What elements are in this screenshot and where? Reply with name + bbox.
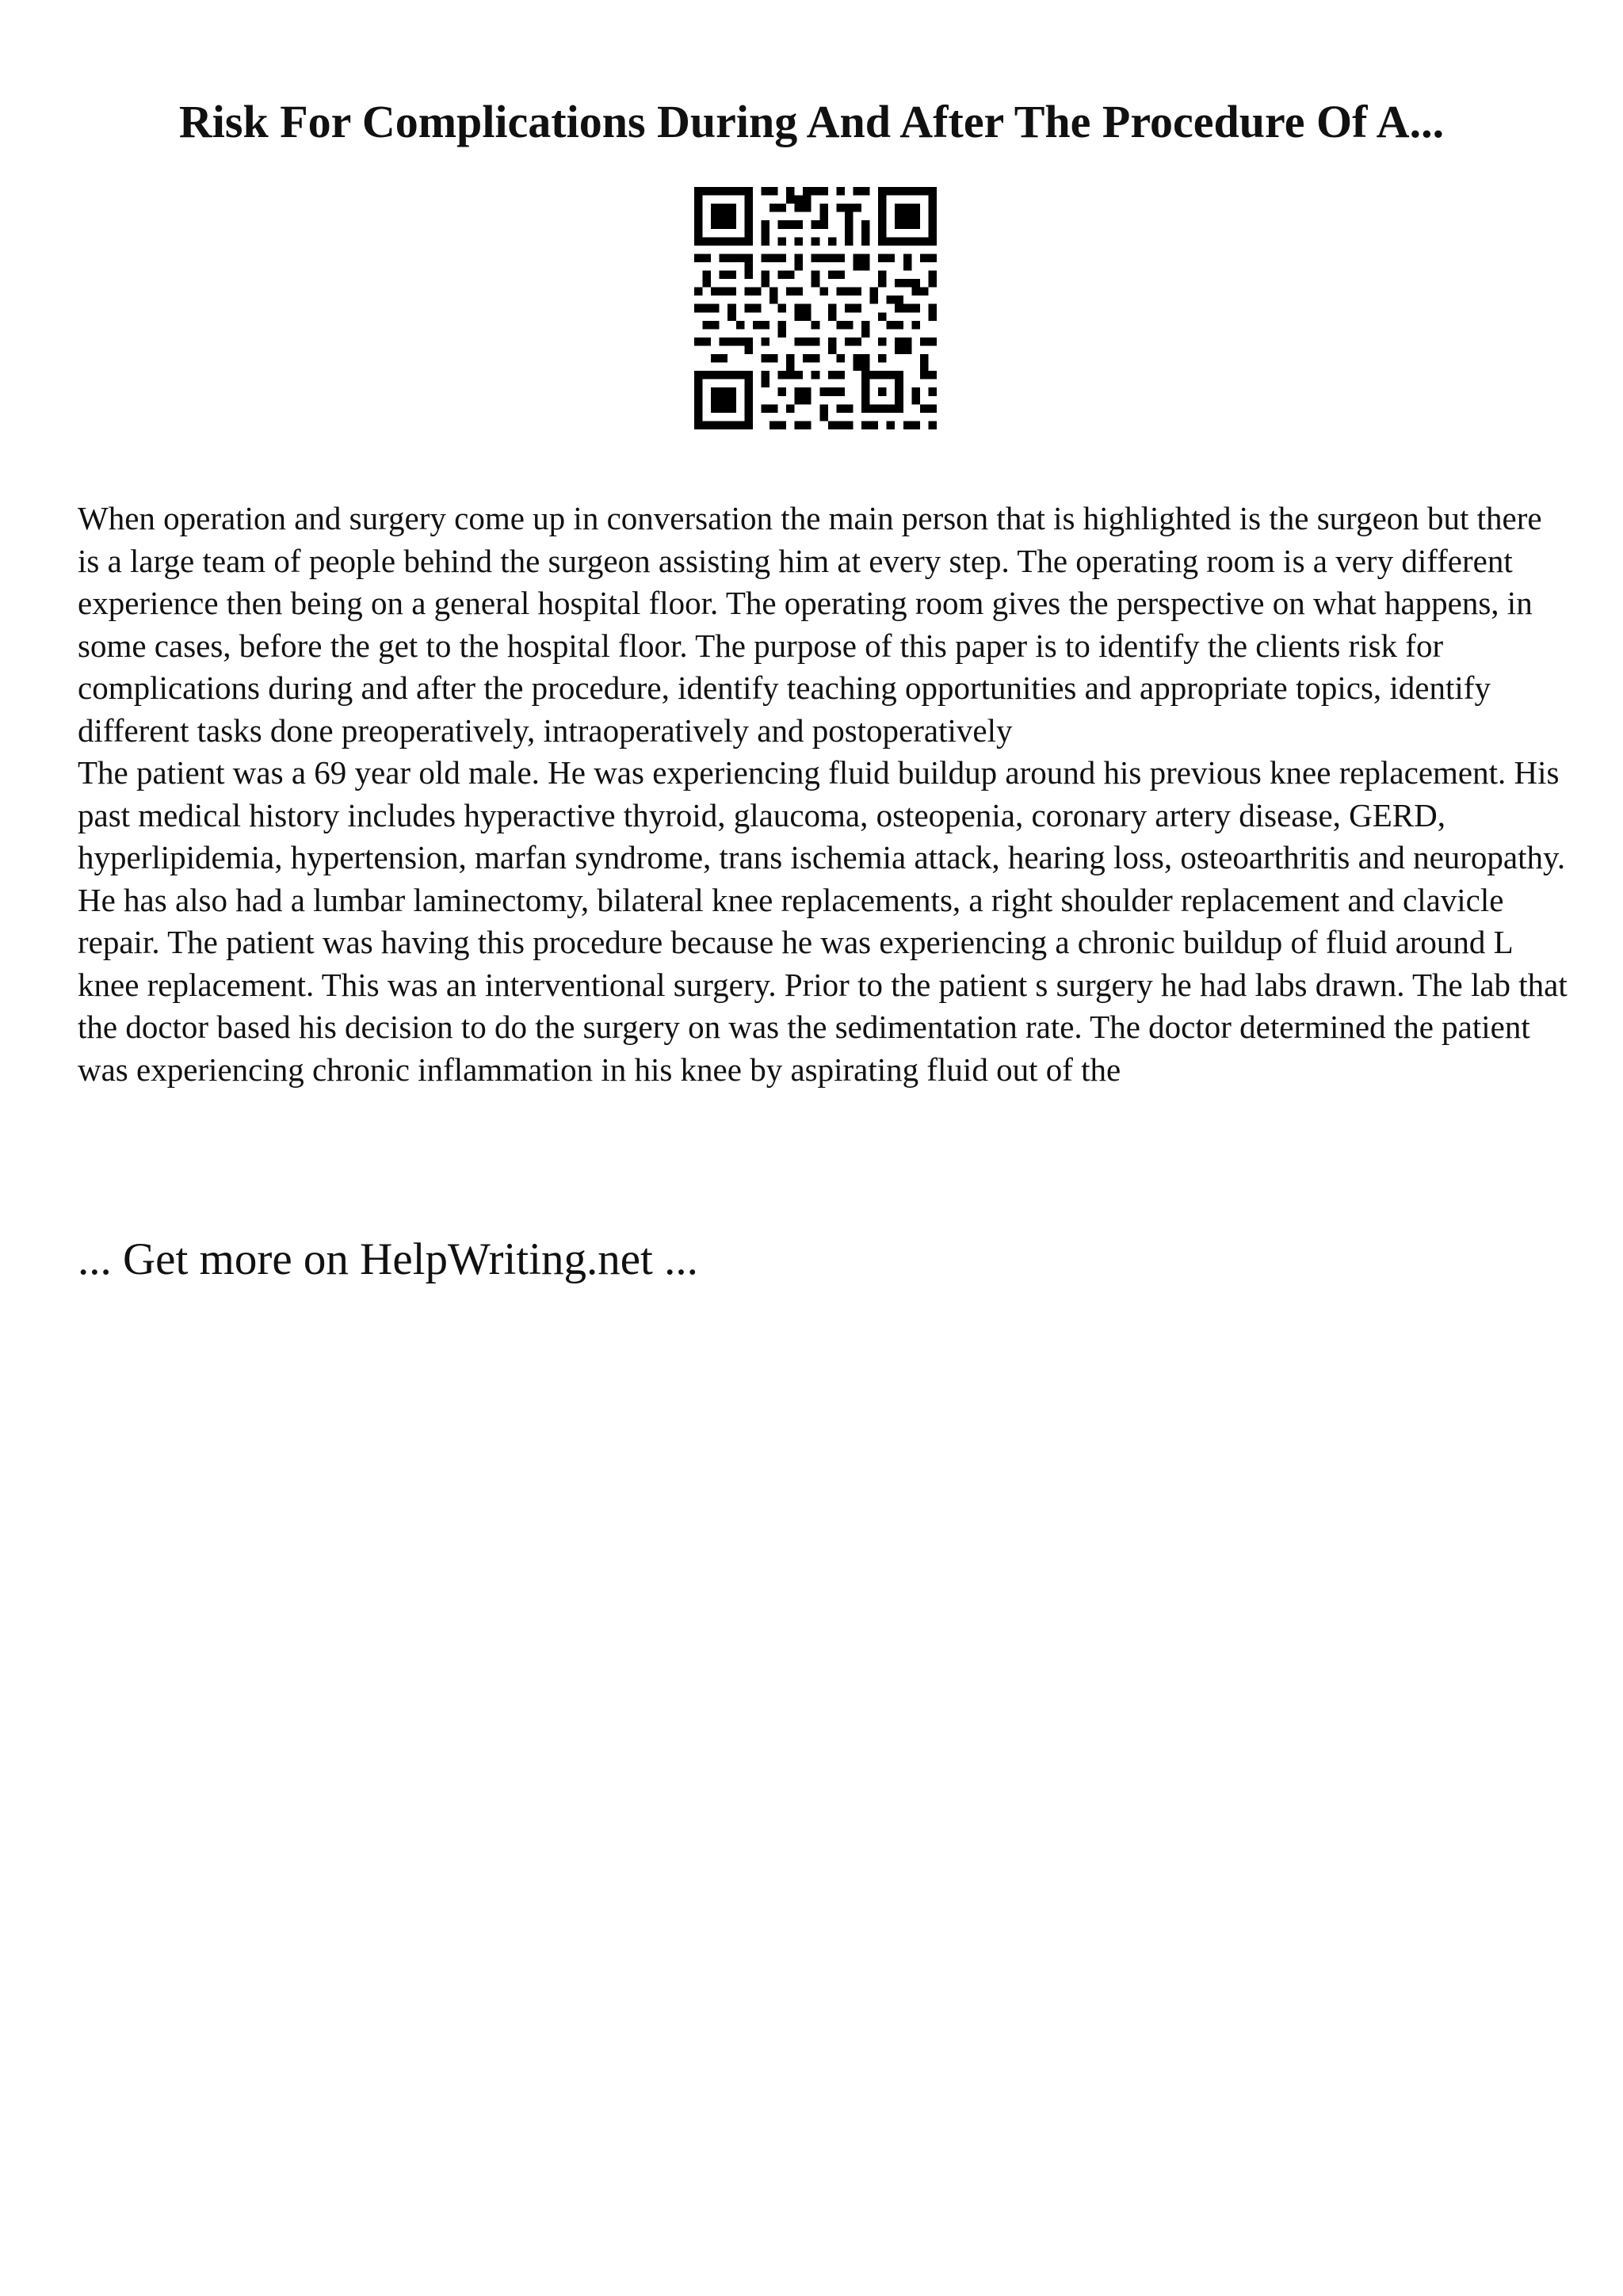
paragraph-patient: The patient was a 69 year old male. He was experiencing fluid buildup around his previous knee replacement. His past medical history includes hyperactive thyroid, glaucoma, osteopenia, coronary artery disease, GERD, hyperlipidemia, hypertension, marfan syndrome, trans ischemia attack, hearing loss, osteoarthritis and neuropathy. He has also had a lumbar laminectomy, bilateral knee replacements, a right shoulder replacement and clavicle repair. The patient was having this procedure because he was experiencing a chronic buildup of fluid around L knee replacement. This was an interventional surgery. Prior to the patient s surgery he had labs drawn. The lab that the doctor based his decision to do the surgery on was the sedimentation rate. The doctor determined the patient was experiencing chronic inflammation in his knee by aspirating fluid out of the bbox=[78, 754, 1568, 1088]
document-body bbox=[78, 498, 1568, 1091]
page-title: Risk For Complications During And After The Procedure Of A... bbox=[178, 96, 1445, 147]
qr-code-icon bbox=[694, 187, 937, 429]
paragraph-intro: When operation and surgery come up in conversation the main person that is highlighted is the surgeon but there is a large team of people behind the surgeon assisting him at every step. The operating room is a very different experience then being on a general hospital floor. The operating room gives the perspective on what happens, in some cases, before the get to the hospital floor. The purpose of this paper is to identify the clients risk for complications during and after the procedure, identify teaching opportunities and appropriate topics, identify different tasks done preoperatively, intraoperatively and postoperatively bbox=[78, 500, 1542, 749]
get-more-link[interactable]: ... Get more on HelpWriting.net ... bbox=[78, 1234, 698, 1284]
